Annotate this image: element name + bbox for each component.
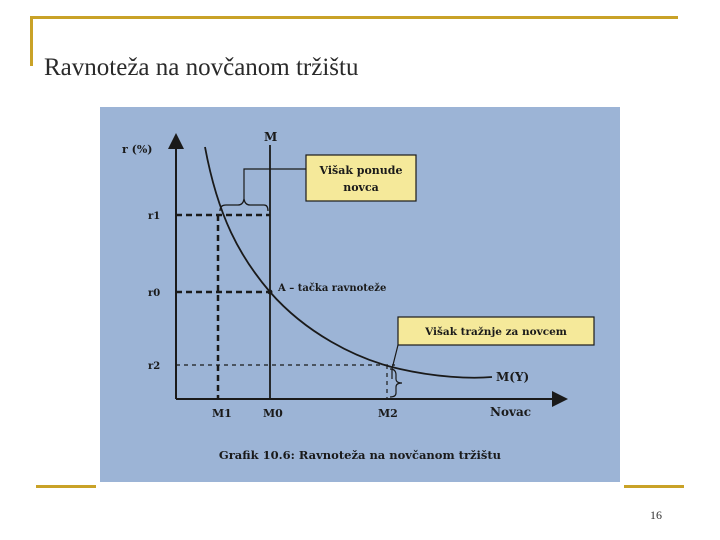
decor-line-top bbox=[30, 16, 678, 19]
supply-label: M bbox=[264, 130, 278, 144]
money-market-diagram bbox=[100, 107, 620, 482]
supply-surplus-callout bbox=[306, 155, 416, 201]
y-tick-r1: r1 bbox=[148, 211, 161, 222]
supply-callout-line2: novca bbox=[343, 181, 379, 194]
y-tick-r2: r2 bbox=[148, 361, 161, 372]
demand-callout-text: Višak tražnje za novcem bbox=[425, 326, 567, 338]
decor-line-bottom-right bbox=[624, 485, 684, 488]
x-tick-m0: M0 bbox=[263, 407, 283, 420]
decor-line-left bbox=[30, 16, 33, 66]
decor-line-bottom-left bbox=[36, 485, 96, 488]
slide-number: 16 bbox=[650, 508, 662, 522]
y-tick-r0: r0 bbox=[148, 288, 161, 299]
demand-curve-label: M(Y) bbox=[496, 370, 530, 384]
slide-title: Ravnoteža na novčanom tržištu bbox=[44, 54, 359, 81]
equilibrium-point bbox=[268, 290, 273, 295]
y-axis-label: r (%) bbox=[122, 143, 153, 156]
supply-callout-line1: Višak ponude bbox=[319, 164, 403, 177]
x-tick-m2: M2 bbox=[378, 407, 398, 420]
figure-caption: Grafik 10.6: Ravnoteža na novčanom tržištu bbox=[218, 448, 502, 462]
x-tick-m1: M1 bbox=[212, 407, 232, 420]
x-axis-label: Novac bbox=[490, 405, 532, 419]
equilibrium-label: A – tačka ravnoteže bbox=[278, 283, 387, 294]
